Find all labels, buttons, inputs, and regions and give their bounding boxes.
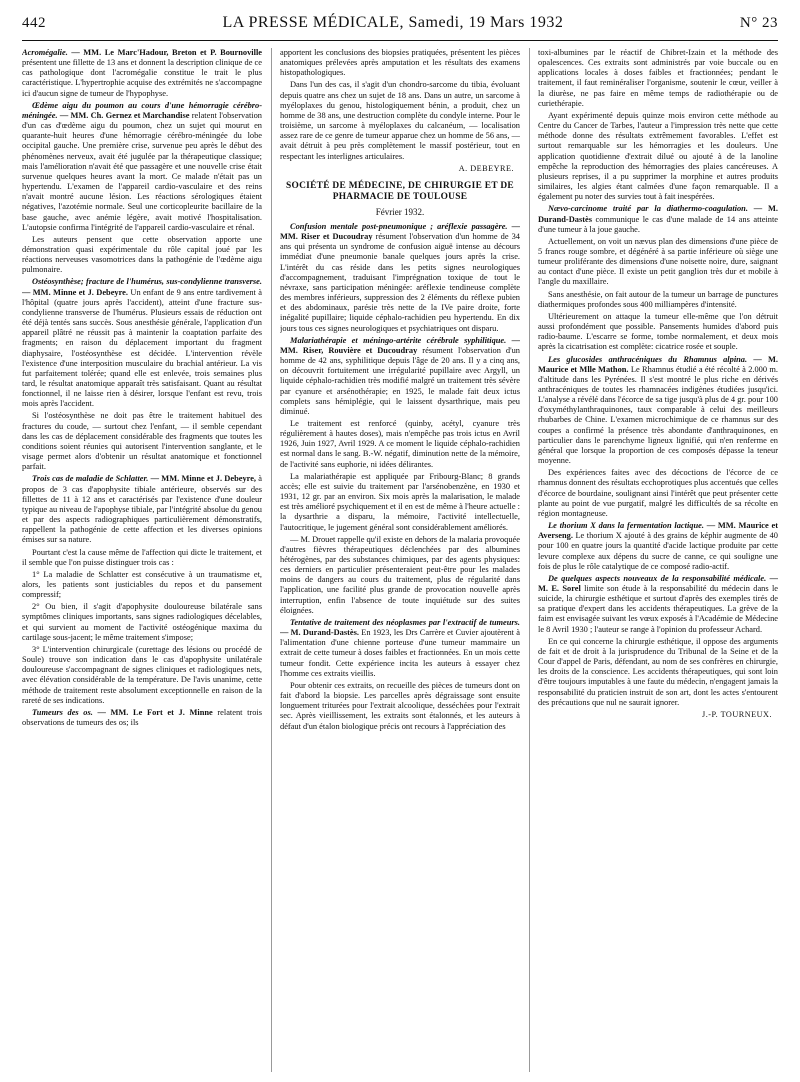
article-text: résument l'observation d'un homme de 34 ans qui présenta un syndrome de confusion aiguë intense au décours immédiat d'une pneumonie banale quelques jours après la crise. L'intérêt du cas réside dans les petits signes neurologiques d'accompagnement, traduisant l'imprégnation toxique de tout le névraxe, sans participation méningée: aréflexie tendineuse complète des membres inférieurs, suppression des 2 éléments du réflexe pubien et des abdominaux, parésie très nette de la IVe paire droite, forte inégalité pupillaire; liquide céphalo-rachidien peu hypertendu. En dix jours tous ces signes neurologiques et psychiatriques ont disparu. xyxy=(280,232,520,333)
article-text: Le Rhamnus étudié a été récolté à 2.000 m. d'altitude dans les Pyrénées. Il s'est montré le plus riche en dérivés anthracéniques de toutes les rhamnacées indigènes étudiées jusqu'ici. L'analyse a révélé dans l'écorce de sa tige jusqu'à plus de 4 gr. pour 100 d'oxyméthylanthraquinones, taux comparable à celui des meilleurs rhubarbes de Chine. L'examen microchimique de ce rhamnus sur des coupes a confirmé la présence très abondante d'anthraquinones, en particulier dans le parenchyme ligneux lignifié, qui n'en renferme en général que lorsque la proportion de ces composés dépasse la teneur moyenne. xyxy=(538,364,778,466)
article-lead: Le thorium X dans la fermentation lactique. xyxy=(548,521,704,531)
paragraph: 3° L'intervention chirurgicale (curettage des lésions ou procédé de Soule) trouve son indication dans le cas d'apophysite unilatérale douloureuse s'accompagnant de signes cliniques et radiologiques nets, avec élévation considérable de la température. De l'avis unanime, cette méthode de traitement reste absolument exceptionnelle en raison de la rareté de ses indications. xyxy=(22,644,262,705)
article-lead: Acromégalie. xyxy=(22,48,68,57)
article-authors: — M. Durand-Dastès. xyxy=(280,628,359,638)
author-signature: J.-P. TOURNEUX. xyxy=(702,709,772,719)
article-text: résument l'observation d'un homme de 42 ans, syphilitique depuis l'âge de 20 ans. Il y a cinq ans, on découvrit fortuitement une irrégularité pupillaire avec Argyll, un liquide céphalo-rachidien très modifié malgré un traitement très sévère par cyanure et arsénothérapie; en 1925, le malade fait deux ictus complets sans hémiplégie, qui le laissent dysarthrique, mais peu diminué. xyxy=(280,345,520,416)
paragraph-confusion-mentale xyxy=(280,222,520,334)
article-lead: Nævo-carcinome traité par la diathermo-coagulation. xyxy=(548,204,748,214)
paragraph: Sans anesthésie, on fait autour de la tumeur un barrage de punctures diathermiques profondes sous 400 milliampères d'intensité. xyxy=(538,289,778,309)
text-columns xyxy=(22,48,778,1072)
paragraph: Le traitement est renforcé (quinby, acétyl, cyanure très régulièrement à hautes doses), mais n'empêche pas trois ictus en Avril 1926, Juin 1927, Avril 1929. A ce moment le liquide céphalo-rachidien est normal dans le sang. B.-W. négatif, diminution nette de la mémoire, de l'activité sans euphorie, ni idées délirantes. xyxy=(280,418,520,469)
article-lead: Confusion mentale post-pneumonique ; aréflexie passagère. xyxy=(290,222,508,232)
article-authors: — MM. Minne et J. Debeyre. xyxy=(22,287,128,297)
paragraph: 1° La maladie de Schlatter est consécutive à un traumatisme et, alors, les patients sont justiciables du repos et du pansement compressif; xyxy=(22,569,262,600)
article-text: présentent une fillette de 13 ans et donnent la description clinique de ce cas pathologique dont l'acromégalie constitue le trait le plus caractéristique. L'hypertrophie acquise des extrémités ne s'accompagne ici d'aucun signe de tumeur de l'hypophyse. xyxy=(22,58,262,98)
paragraph: Pourtant c'est la cause même de l'affection qui dicte le traitement, et il semble que l'on puisse distinguer trois cas : xyxy=(22,547,262,567)
paragraph-thorium xyxy=(538,521,778,572)
article-text: relatent l'observation d'un cas d'œdème aigu du poumon, chez un sujet qui mourut en quarante-huit heures d'une hémorragie cérébro-méningée du lobe occipital gauche. Une première crise, survenue peu après le début des phénomènes nerveux, avait été jugulée par la thérapeutique classique; mais l'amélioration n'avait été que passagère et une nouvelle crise était survenue quelques heures avant la mort. Ce malade n'était pas un hypertendu. L'examen de l'appareil cardio-vasculaire et des reins n'avait montré aucune lésion. Les réactions sérologiques étaient négatives, l'azotémie normale. Seul une corticopleurite bacillaire de la base gauche, avec anémie légère, avait motivé l'hospitalisation. L'autopsie confirma l'intégrité de l'appareil cardio-vasculaire et rénal. xyxy=(22,110,262,232)
paragraph: Pour obtenir ces extraits, on recueille des pièces de tumeurs dont on fait d'abord la biopsie. Les parcelles après dégraissage sont ensuite longuement triturées pour l'extrait alcoolique, desséchées pour l'extrait sec. Après vieillissement, les extraits sont étalonnés, et les auteurs à défaut d'un étalon biologique précis ont recours à l'appréciation des xyxy=(280,680,520,731)
article-text: limite son étude à la responsabilité du médecin dans le suicide, la chirurgie esthétique et surtout d'après des exemples tirés de sa pratique d'expert dans les accidents thérapeutiques. La grève de la faim est envisagée suivant les vœux exposés à l'Académie de Médecine le 8 Avril 1930 ; l'auteur se range à l'opinion du professeur Achard. xyxy=(538,583,778,634)
page-number: 442 xyxy=(22,15,46,31)
paragraph-schlatter xyxy=(22,474,262,545)
paragraph-oedeme xyxy=(22,101,262,233)
paragraph: — M. Drouet rappelle qu'il existe en dehors de la malaria provoquée d'autres fièvres thérapeutiques déclenchées par des albumines hétérogènes, par des substances chimiques, par des agents physiques: ces derniers en particulier présenteraient peut-être pour les malades moins de dangers au cours du traitement, plus de régularité dans l'application, une facilité plus grande de provocation nouvelle après interruption, enfin l'absence de toute inquiétude sur des suites éloignées. xyxy=(280,534,520,615)
article-text: Le thorium X ajouté à des grains de képhir augmente de 40 pour 100 en quatre jours la quantité d'acide lactique produite par cette levure complexe aux dépens du sucre de canne, ce qui souligne une fois de plus le rôle catalytique de ce composé radio-actif. xyxy=(538,531,778,571)
article-lead: Tumeurs des os. xyxy=(32,707,93,717)
paragraph: Ultérieurement on attaque la tumeur elle-même que l'on détruit aussi profondément que possible. Pansements humides d'abord puis radio-baume. L'escarre se forme, tombe normalement, et deux mois après la cicatrisation est complète: cicatrice rosée et souple. xyxy=(538,311,778,352)
article-authors: — M. E. Sorel xyxy=(538,573,778,593)
author-signature: A. DEBEYRE. xyxy=(458,163,514,173)
paragraph-osteosynthese xyxy=(22,277,262,409)
article-authors: — M. Maurice et Mlle Mathon. xyxy=(538,354,778,374)
column-divider xyxy=(271,48,272,1072)
paragraph: Les auteurs pensent que cette observation apporte une démonstration quasi expérimentale du rôle capital joué par les réactions nerveuses vasomotrices dans la pathogénie de l'œdème aigu pulmonaire. xyxy=(22,234,262,275)
article-text: communique le cas d'une malade de 14 ans atteinte d'une tumeur à la joue gauche. xyxy=(538,214,778,234)
paragraph: Des expériences faites avec des décoctions de l'écorce de ce rhamnus donnent des résultats ecchoprotiques plus accentués que celles d'écorce de bourdaine, soulignant ainsi l'intérêt que peut présenter cette plante au point de vue purgatif, malgré les difficultés de sa récolte en région montagneuse. xyxy=(538,468,778,518)
paragraph: Ayant expérimenté depuis quinze mois environ cette méthode au Centre du Cancer de Tarbes, l'auteur a l'impression très nette que cette méthode donne des résultats extrêmement favorables. L'effet est surtout remarquable sur les hémorragies et les douleurs. Une application quotidienne d'extrait dilué ou ajouté à de la lanoline empêche la reproduction des hémorragies des plaies cancéreuses. A plusieurs reprises, il a pu supprimer la morphine et autres produits similaires, les algies étant calmées d'une façon remarquable. Il a également pu noter des survies tout à fait inespérées. xyxy=(538,110,778,202)
column-1 xyxy=(22,48,262,1072)
article-text: relatent trois observations de tumeurs des os; ils xyxy=(22,707,262,727)
journal-title: LA PRESSE MÉDICALE, Samedi, 19 Mars 1932 xyxy=(222,14,564,31)
section-heading: SOCIÉTÉ DE MÉDECINE, DE CHIRURGIE ET DE PHARMACIE DE TOULOUSE xyxy=(286,180,514,203)
paragraph: En ce qui concerne la chirurgie esthétique, il oppose des arguments de fait et de droit à la jurisprudence du Tribunal de la Seine et de la Cour d'appel de Paris, défendant, au nom de ses confrères en chirurgie, les droits de la conscience. Les accidents thérapeutiques, qui sont loin d'être toujours imputables à une faute du médecin, n'engagent jamais la responsabilité du praticien instruit de son art, dont les actes s'entourent des précautions que nul ne saurait ignorer. xyxy=(538,636,778,707)
article-authors: — MM. Maurice et Averseng. xyxy=(538,521,778,541)
article-text: En 1923, les Drs Carrère et Cuvier ajoutèrent à l'alimentation d'une chienne porteuse d'une tumeur mammaire un extrait de cette tumeur à doses faibles et fractionnées. En un mois cette tumeur fondit. Cette expérience incita les auteurs à essayer chez l'homme ces extraits vieillis. xyxy=(280,628,520,678)
paragraph-acromegalie xyxy=(22,48,262,99)
article-lead: Trois cas de maladie de Schlatter. xyxy=(32,474,149,484)
article-lead: Ostéosynthèse; fracture de l'humérus, sus-condylienne transverse. xyxy=(32,277,262,287)
header-rule xyxy=(22,40,778,41)
section-date: Février 1932. xyxy=(375,207,425,218)
issue-number: N° 23 xyxy=(739,15,778,31)
paragraph: apportent les conclusions des biopsies pratiquées, présentent les pièces anatomiques prélevées après amputation et les résultats des examens histopathologiques. xyxy=(280,48,520,78)
article-lead: De quelques aspects nouveaux de la responsabilité médicale. xyxy=(548,573,767,583)
column-divider xyxy=(529,48,530,1072)
article-lead: Malariathérapie et méningo-artérite cérébrale syphilitique. xyxy=(290,335,507,345)
paragraph-neoplasmes xyxy=(280,618,520,679)
paragraph: 2° Ou bien, il s'agit d'apophysite douloureuse bilatérale sans symptômes cliniques importants, sans signes radiologiques décelables, et qui survient au moment de l'activité ostéogénique maxima du cartilage sous-jacent; le même traitement s'impose; xyxy=(22,602,262,642)
article-authors: — MM. Le Marc'Hadour, Breton et P. Bournoville xyxy=(67,48,262,57)
paragraph: Dans l'un des cas, il s'agit d'un chondro-sarcome du tibia, évoluant depuis quatre ans chez un sujet de 18 ans. Dans un autre, un sarcome à myéloplaxes du genou, histologiquement bénin, a produit, chez un homme de 38 ans, une destruction complète du condyle interne. Pour le troisième, un sarcome à myéloplaxes du calcanéum, — localisation assez rare de ce genre de tumeur apparue chez un homme de 56 ans, — avait détruit à peu près complètement le massif postérieur, tout en respectant les interlignes articulaires. xyxy=(280,80,520,161)
article-text: Un enfant de 9 ans entre tardivement à l'hôpital (quatre jours après l'accident), atteint d'une fracture sus-condylienne transverse de l'humérus. Plusieurs essais de réduction ont été déjà tentés sans succès. Sous anesthésie générale, l'application d'un appareil plâtré ne réussit pas à maintenir la coaptation parfaite des fragments; en raison du déplacement important du fragment diaphysaire, l'ostéosynthèse est décidée. L'intervention révèle l'existence d'une interposition musculaire du brachial antérieur. La vis fut parfaitement tolérée; quand elle est enlevée, trois semaines plus tard, le résultat anatomique apparaît très satisfaisant. Quant au résultat fonctionnel, il ne laisse rien à désirer, lorsque l'enfant est revu, trois mois après l'accident. xyxy=(22,287,262,409)
column-3 xyxy=(538,48,778,1072)
article-lead: Œdème aigu du poumon au cours d'une hémorragie cérébro-méningée. xyxy=(22,100,262,120)
paragraph-responsabilite xyxy=(538,574,778,635)
article-authors: — MM. Ch. Gernez et Marchandise xyxy=(57,110,190,120)
paragraph-tumeurs-os xyxy=(22,708,262,728)
article-text: à propos de 3 cas d'apophysite tibiale antérieure, observés sur des fillettes de 11 à 12 ans et caractérisés par l'existence d'une douleur typique au niveau de l'apophyse tibiale, par l'intégrité absolue du genou et par des aspects radiographiques particulièrement démonstratifs, rappellent la pathogénie de cette affection et les diverses opinions émises sur sa nature. xyxy=(22,474,262,545)
paragraph: La malariathérapie est appliquée par Fribourg-Blanc; 8 grands accès; elle est suivie du traitement par l'arsénobenzène, en 1930 et 1931, 12 gr. par an environ. Six mois après la malarisation, le malade est très amélioré psychiquement et il en est de même à l'heure actuelle : la dysarthrie a disparu, la mémoire, l'activité intellectuelle, l'autocritique, le jugement général sont considérablement améliorés. xyxy=(280,471,520,532)
paragraph: Si l'ostéosynthèse ne doit pas être le traitement habituel des fractures du coude, — surtout chez l'enfant, — il semble cependant dans les cas de déplacement considérable des fragments que toutes les conditions soient réunies qui autorisent l'intervention sanglante, et le visage permet alors d'obtenir un résultat anatomique et fonctionnel parfait. xyxy=(22,411,262,472)
article-authors: — MM. Riser, Rouvière et Ducoudray xyxy=(280,335,520,355)
paragraph: toxi-albumines par le réactif de Chibret-Izain et la méthode des opalescences. Ces extraits sont administrés par voie buccale ou en applications locales à doses faibles et fractionnées; pendant le traitement, il faut reminéraliser l'organisme, soutenir le cœur, veiller à la diurèse, ne pas faire en même temps de radiothérapie ou de curiethérapie. xyxy=(538,48,778,108)
paragraph-rhamnus xyxy=(538,355,778,467)
article-authors: — MM. Riser et Ducoudray xyxy=(280,222,520,242)
paragraph: Actuellement, on voit un nævus plan des dimensions d'une pièce de 5 francs rouge sombre, et dégénéré à sa partie inférieure où siège une tumeur proliférante des dimensions d'une noisette noire, dure, saignant au contact d'une pièce. Il existe un petit ganglion très dur et mobile à l'angle du maxillaire. xyxy=(538,236,778,287)
paragraph-naevo-carcinome xyxy=(538,204,778,234)
article-authors: — MM. Le Fort et J. Minne xyxy=(92,707,213,717)
article-authors: — M. Durand-Dastès xyxy=(538,204,778,224)
paragraph-malariatherapie xyxy=(280,336,520,417)
page-header xyxy=(22,14,778,36)
article-authors: — MM. Minne et J. Debeyre, xyxy=(148,474,257,484)
column-2 xyxy=(280,48,520,1072)
article-lead: Tentative de traitement des néoplasmes par l'extractif de tumeurs. xyxy=(290,617,520,627)
article-lead: Les glucosides anthracéniques du Rhamnus alpina. xyxy=(548,354,748,364)
